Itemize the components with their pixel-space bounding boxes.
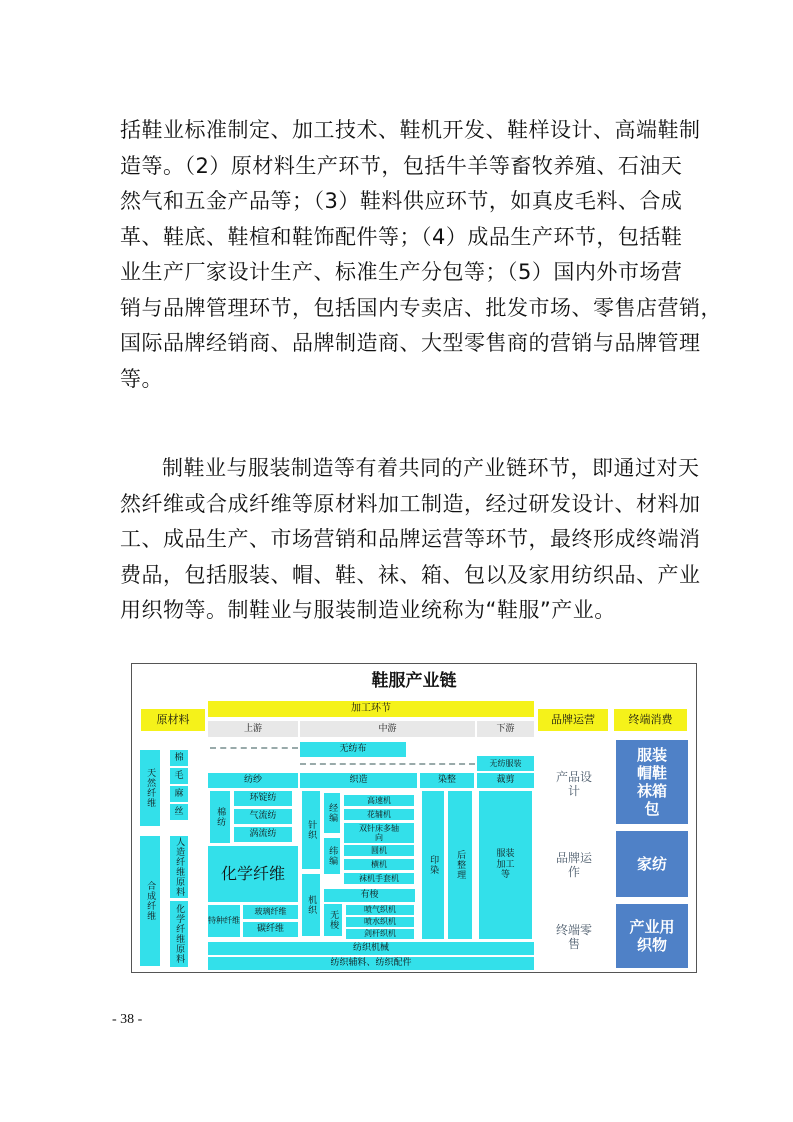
cotton: 棉	[170, 750, 188, 766]
shuttle: 有梭	[324, 889, 415, 902]
header-terminal: 终端消费	[614, 709, 687, 731]
diagram-title: 鞋服产业链	[371, 671, 457, 692]
synthetic-fiber: 合成纤维	[140, 836, 160, 966]
high-speed-machine: 高速机	[343, 794, 415, 807]
paragraph-1	[120, 113, 722, 397]
carbon-fiber: 碳纤维	[243, 922, 298, 937]
jacquard-machine: 花辅机	[343, 808, 415, 821]
text-line: 销与品牌管理环节，包括国内专卖店、批发市场、零售店营销，	[120, 295, 722, 320]
air-spinning: 气流纺	[234, 809, 292, 824]
nonwoven-apparel: 无纺服装	[477, 756, 534, 771]
man-made-fiber-material: 人造纤维原料	[170, 836, 188, 898]
text-line: 等。	[120, 366, 163, 391]
vortex-spinning: 涡流纺	[234, 827, 292, 842]
weft-knit: 纬编	[324, 838, 340, 874]
spinning: 纺纱	[208, 773, 298, 788]
brand-operation: 品牌运作	[556, 851, 593, 879]
double-needle-bed: 双针床多轴向	[343, 822, 415, 844]
text-line: 费品，包括服装、帽、鞋、袜、箱、包以及家用纺织品、产业	[120, 562, 701, 587]
header-processing: 加工环节	[208, 701, 534, 717]
water-jet-loom: 喷水织机	[345, 916, 415, 928]
text-line: 括鞋业标准制定、加工技术、鞋机开发、鞋样设计、高端鞋制	[120, 118, 701, 142]
text-line: 业生产厂家设计生产、标准生产分包等；（5）国内外市场营	[120, 260, 683, 284]
silk: 丝	[170, 804, 188, 820]
text-line: 国际品牌经销商、品牌制造商、大型零售商的营销与品牌管理	[120, 331, 701, 355]
flow-arrow-line	[300, 763, 475, 765]
text-line: 革、鞋底、鞋楦和鞋饰配件等；（4）成品生产环节，包括鞋	[120, 224, 683, 249]
dyeing-finishing: 染整	[420, 773, 474, 788]
page-number: - 38 -	[112, 1012, 143, 1027]
sock-glove-machine: 袜机手套机	[343, 872, 415, 885]
text-line: 然纤维或合成纤维等原材料加工制造，经过研发设计、材料加	[120, 491, 701, 516]
shuttleless: 无梭	[324, 904, 342, 936]
text-line: 造等。（2）原材料生产环节，包括牛羊等畜牧养殖、石油天	[120, 153, 683, 178]
hemp: 麻	[170, 786, 188, 802]
garment-processing: 服装加工等	[479, 791, 532, 939]
paragraph-2	[120, 451, 701, 629]
textile-machinery: 纺织机械	[208, 942, 534, 955]
cutting: 裁剪	[477, 773, 534, 788]
ring-spinning: 环锭纺	[234, 791, 292, 806]
text-line: 制鞋业与服装制造等有着共同的产业链环节，即通过对天	[162, 456, 700, 480]
textile-accessories: 纺织辅料、纺织配件	[208, 957, 534, 970]
product-design: 产品设计	[556, 770, 593, 798]
stage-downstream: 下游	[477, 721, 534, 737]
air-jet-loom: 喷气织机	[345, 904, 415, 916]
weaving: 织造	[300, 773, 417, 788]
flat-machine: 横机	[343, 858, 415, 871]
nonwoven: 无纺布	[300, 742, 406, 757]
natural-fiber: 天然纤维	[140, 750, 160, 826]
industry-chain-diagram	[131, 663, 697, 973]
knitting: 针织	[302, 791, 320, 869]
warp-knit: 经编	[324, 793, 340, 833]
apparel-goods: 服装帽鞋袜箱包	[616, 740, 688, 824]
wool: 毛	[170, 768, 188, 784]
rapier-loom: 剑杆织机	[345, 928, 415, 940]
flow-arrow-line	[210, 747, 298, 749]
terminal-retail: 终端零售	[556, 923, 593, 951]
printing-dyeing: 印染	[422, 791, 444, 939]
special-fiber: 特种纤维	[208, 905, 240, 937]
stage-upstream: 上游	[208, 721, 298, 737]
header-brand: 品牌运营	[538, 709, 608, 731]
text-line: 用织物等。制鞋业与服装制造业统称为“鞋服”产业。	[120, 598, 616, 622]
industrial-textile: 产业用织物	[616, 904, 688, 968]
chemical-fiber: 化学纤维	[208, 846, 298, 902]
circular-machine: 圆机	[343, 844, 415, 857]
glass-fiber: 玻璃纤维	[243, 905, 298, 919]
cotton-spinning: 棉纺	[210, 791, 230, 843]
post-finishing: 后整理	[448, 791, 472, 939]
machine-weaving: 机织	[302, 874, 320, 936]
text-line: 工、成品生产、市场营销和品牌运营等环节，最终形成终端消	[120, 527, 701, 551]
chemical-fiber-material: 化学纤维原料	[170, 901, 188, 967]
text-line: 然气和五金产品等；（3）鞋料供应环节，如真皮毛料、合成	[120, 189, 683, 213]
stage-midstream: 中游	[300, 721, 475, 737]
header-raw-material: 原材料	[141, 709, 205, 731]
home-textile: 家纺	[616, 831, 688, 897]
